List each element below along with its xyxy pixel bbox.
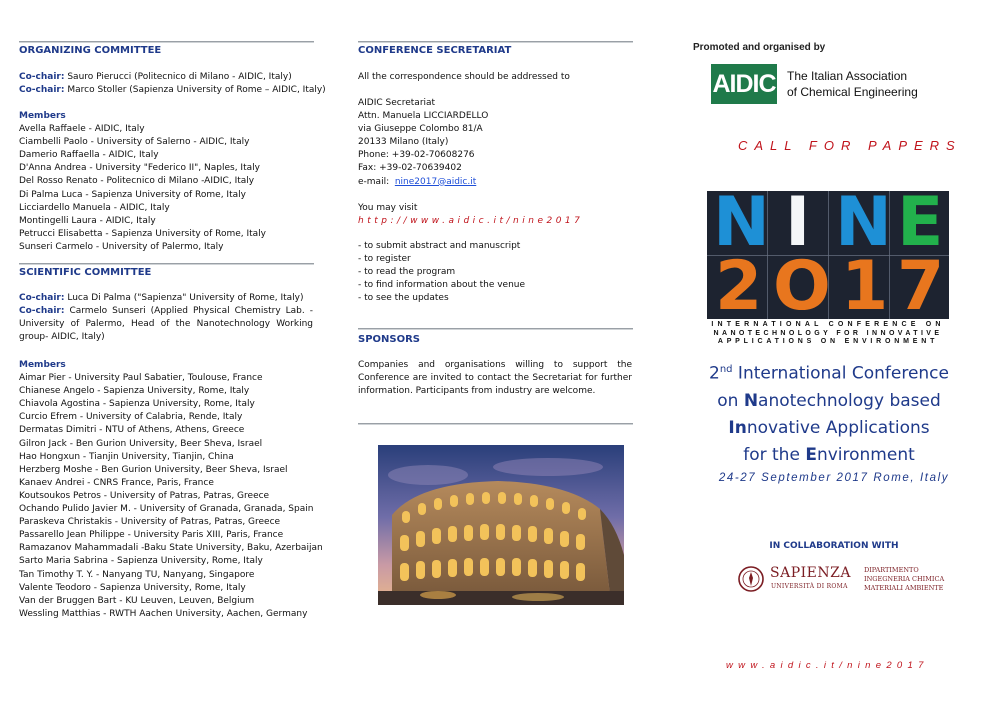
member-item: Curcio Efrem - University of Calabria, Rende, Italy	[19, 412, 243, 423]
scientific-members	[19, 359, 324, 621]
member-item: Sunseri Carmelo - University of Palermo, Italy	[19, 241, 224, 252]
cochair-name: Luca Di Palma ("Sapienza" University of Rome, Italy)	[67, 293, 304, 303]
title-initial: E	[805, 444, 817, 465]
address-line: Phone: +39-02-70608276	[358, 150, 475, 161]
address-line: Fax: +39-02-70639402	[358, 163, 462, 174]
member-item: Ciambelli Paolo - University of Salerno - AIDIC, Italy	[19, 137, 250, 148]
logo-digit: O	[773, 247, 831, 319]
visit-label: You may visit	[358, 203, 418, 213]
member-item: Sarto Maria Sabrina - Sapienza University, Rome, Italy	[19, 556, 263, 567]
cochair-label: Co-chair:	[19, 85, 65, 96]
member-item: Aimar Pier - University Paul Sabatier, Toulouse, France	[19, 373, 263, 384]
colosseum-image	[378, 445, 624, 605]
department-block	[864, 566, 944, 593]
logo-letter: N	[835, 191, 892, 262]
member-item: D'Anna Andrea - University "Federico II", Naples, Italy	[19, 163, 260, 174]
website-link[interactable]: http://www.aidic.it/nine2017	[358, 216, 584, 226]
title-ordinal-suffix: nd	[719, 364, 733, 375]
promoted-label: Promoted and organised by	[693, 42, 826, 53]
members-label: Members	[19, 360, 66, 370]
member-item: Ochando Pulido Javier M. - University of Granada, Granada, Spain	[19, 504, 314, 515]
cochair-label: Co-chair:	[19, 306, 65, 317]
purpose-item: - to register	[358, 254, 411, 265]
member-item: Paraskeva Christakis - University of Patras, Patras, Greece	[19, 517, 281, 528]
member-item: Kanaev Andrei - CNRS France, Paris, France	[19, 477, 214, 488]
cochair-name: Sauro Pierucci (Politecnico di Milano - AIDIC, Italy)	[67, 72, 292, 82]
conference-dates: 24-27 September 2017 Rome, Italy	[718, 472, 950, 484]
aidic-logo: AIDIC	[711, 64, 777, 104]
logo-digit: 7	[897, 247, 945, 319]
members-label: Members	[19, 111, 66, 121]
address-line: AIDIC Secretariat	[358, 98, 436, 108]
member-item: Wessling Matthias - RWTH Aachen University, Aachen, Germany	[19, 608, 308, 619]
association-line: The Italian Association	[787, 69, 908, 83]
member-item: Herzberg Moshe - Ben Gurion University, Beer Sheva, Israel	[19, 464, 288, 475]
member-item: Chianese Angelo - Sapienza University, Rome, Italy	[19, 386, 250, 397]
subtitle-line: NANOTECHNOLOGY FOR INNOVATIVE	[713, 329, 943, 337]
title-initial: N	[743, 390, 759, 411]
cochair-name: Marco Stoller (Sapienza University of Rome – AIDIC, Italy)	[67, 85, 326, 96]
divider	[19, 263, 314, 265]
member-item: Gilron Jack - Ben Gurion University, Beer Sheva, Israel	[19, 438, 263, 449]
nine2017-logo	[707, 191, 949, 319]
secretariat-title: CONFERENCE SECRETARIAT	[358, 45, 512, 56]
title-line: for the	[743, 444, 806, 465]
sapienza-name: SAPIENZA	[770, 565, 851, 581]
scientific-cochairs	[19, 292, 313, 344]
divider	[358, 328, 633, 330]
logo-digit: 1	[841, 247, 889, 319]
conference-title	[700, 356, 958, 469]
address-line: Attn. Manuela LICCIARDELLO	[358, 111, 489, 122]
member-item: Passarello Jean Philippe - University Paris XIII, Paris, France	[19, 530, 284, 541]
purpose-item: - to submit abstract and manuscript	[358, 241, 521, 251]
title-line: novative Applications	[746, 417, 930, 438]
email-link[interactable]: nine2017@aidic.it	[394, 176, 477, 187]
title-ordinal: 2	[709, 363, 720, 384]
member-item: Avella Raffaele - AIDIC, Italy	[19, 124, 145, 135]
member-item: Hao Hongxun - Tianjin University, Tianjin, China	[19, 451, 234, 462]
member-item: Licciardello Manuela - AIDIC, Italy	[19, 202, 170, 213]
cochair-label: Co-chair:	[19, 293, 65, 303]
correspondence-note: All the correspondence should be addressed to	[358, 72, 570, 82]
member-item: Koutsoukos Petros - University of Patras, Patras, Greece	[19, 490, 270, 501]
collaboration-label: IN COLLABORATION WITH	[769, 541, 899, 551]
organizing-committee-title: ORGANIZING COMMITTEE	[19, 45, 162, 56]
sponsors-title: SPONSORS	[358, 334, 421, 345]
purpose-item: - to see the updates	[358, 293, 449, 304]
secretariat-address	[358, 97, 638, 189]
member-item: Montingelli Laura - AIDIC, Italy	[19, 215, 156, 226]
email-label: e-mail:	[358, 176, 390, 187]
member-item: Tan Timothy T. Y. - Nanyang TU, Nanyang, Singapore	[19, 569, 255, 580]
department-line: MATERIALI AMBIENTE	[864, 584, 944, 592]
member-item: Ramazanov Mahammadali -Baku State University, Baku, Azerbaijan	[19, 543, 323, 554]
title-line: nvironment	[816, 444, 915, 465]
association-name	[787, 68, 918, 100]
purpose-item: - to read the program	[358, 267, 456, 278]
department-line: DIPARTIMENTO	[864, 566, 919, 574]
address-line: 20133 Milano (Italy)	[358, 137, 449, 148]
divider	[358, 41, 633, 43]
member-item: Van der Bruggen Bart - KU Leuven, Leuven, Belgium	[19, 595, 255, 606]
logo-letter: N	[713, 191, 770, 262]
subtitle-line: APPLICATIONS ON ENVIRONMENT	[717, 338, 939, 345]
footer-website-link[interactable]: www.aidic.it/nine2017	[726, 660, 929, 671]
call-for-papers: CALL FOR PAPERS	[738, 138, 962, 153]
organizing-members	[19, 110, 319, 254]
title-line: on	[717, 390, 744, 411]
purpose-item: - to find information about the venue	[358, 280, 526, 291]
cochair-name: Carmelo Sunseri (Applied Physical Chemistry Lab. - University of Palermo, Head of the Nanotechnology Working group- AIDIC, Italy)	[19, 306, 313, 343]
association-line: of Chemical Engineering	[787, 85, 918, 99]
organizing-cochairs	[19, 71, 326, 97]
member-item: Chiavola Agostina - Sapienza University, Rome, Italy	[19, 399, 255, 410]
cochair-label: Co-chair:	[19, 72, 65, 82]
divider	[19, 41, 314, 43]
title-initial: In	[728, 417, 747, 438]
scientific-committee-title: SCIENTIFIC COMMITTEE	[19, 267, 152, 278]
member-item: Valente Teodoro - Sapienza University, Rome, Italy	[19, 582, 246, 593]
member-item: Del Rosso Renato - Politecnico di Milano -AIDIC, Italy	[19, 176, 255, 187]
address-line: via Giuseppe Colombo 81/A	[358, 124, 483, 135]
divider	[358, 423, 633, 425]
member-item: Dermatas Dimitri - NTU of Athens, Athens, Greece	[19, 425, 245, 436]
title-line: International Conference	[732, 363, 949, 384]
logo-subtitle	[707, 321, 949, 347]
title-line: anotechnology based	[758, 390, 941, 411]
logo-letter: E	[897, 191, 944, 262]
logo-digit: 2	[715, 247, 763, 319]
department-line: INGEGNERIA CHIMICA	[864, 575, 945, 583]
member-item: Di Palma Luca - Sapienza University of Rome, Italy	[19, 189, 246, 200]
logo-letter: I	[785, 191, 811, 262]
member-item: Damerio Raffaella - AIDIC, Italy	[19, 150, 159, 161]
member-item: Petrucci Elisabetta - Sapienza University of Rome, Italy	[19, 228, 267, 239]
purpose-list	[358, 240, 638, 305]
subtitle-line: INTERNATIONAL CONFERENCE ON	[711, 321, 945, 328]
sponsors-text: Companies and organisations willing to support the Conference are invited to contact the Secretariat for further information. Participants from industry are welcome.	[358, 360, 632, 397]
sapienza-sub: UNIVERSITÀ DI ROMA	[771, 583, 848, 590]
sapienza-seal-icon	[738, 565, 764, 593]
